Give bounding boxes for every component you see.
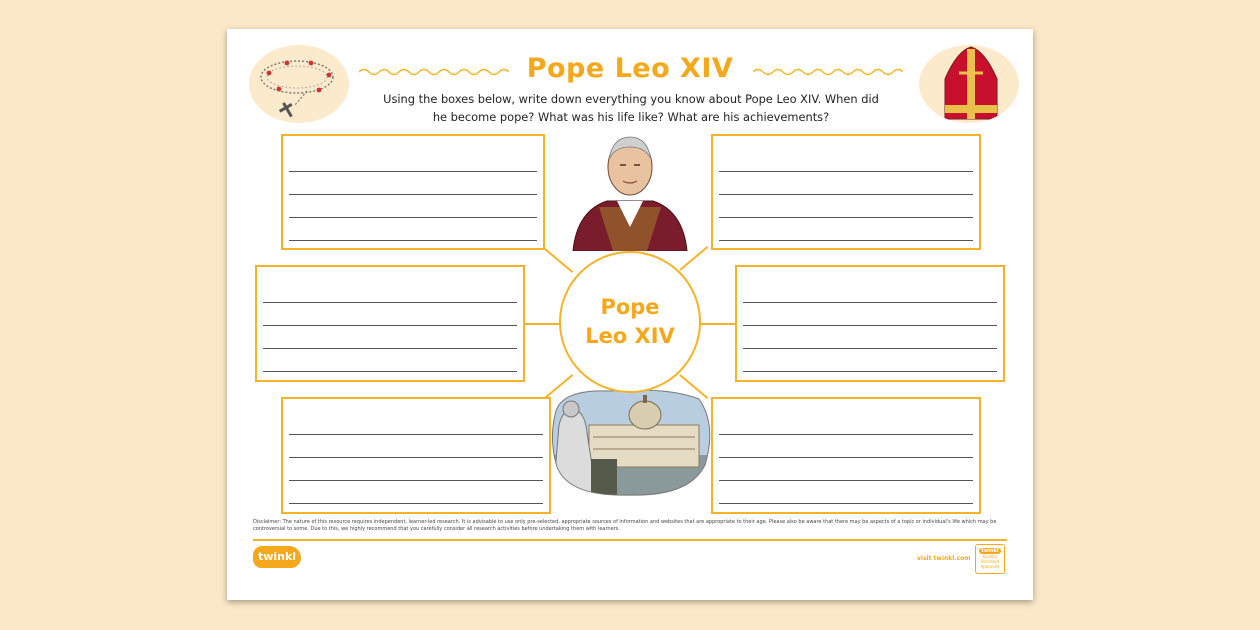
writing-line — [289, 458, 543, 481]
writing-line — [719, 481, 973, 504]
instructions-text: Using the boxes below, write down everything you know about Pope Leo XIV. When did he become pope? What was his life like? What are his achievements? — [383, 92, 879, 124]
connector-middle-left — [524, 323, 560, 325]
writing-line — [719, 218, 973, 241]
writing-line — [289, 218, 537, 241]
basilica-image — [549, 385, 713, 497]
worksheet — [227, 29, 1033, 600]
writing-line — [743, 326, 997, 349]
writing-line — [289, 149, 537, 172]
writing-line — [263, 326, 517, 349]
badge-subtitle: Quality Standard Approved — [980, 554, 1000, 569]
writing-line — [719, 172, 973, 195]
writing-line — [289, 481, 543, 504]
writing-line — [289, 172, 537, 195]
writing-box-bottom-right[interactable] — [711, 397, 981, 514]
writing-line — [289, 412, 543, 435]
writing-line — [289, 435, 543, 458]
writing-line — [719, 458, 973, 481]
writing-line — [719, 195, 973, 218]
writing-box-middle-right[interactable] — [735, 265, 1005, 382]
central-topic-label: Pope Leo XIV — [585, 295, 675, 348]
quality-badge — [975, 544, 1005, 574]
writing-box-middle-left[interactable] — [255, 265, 525, 382]
writing-line — [743, 303, 997, 326]
writing-line — [289, 195, 537, 218]
pope-portrait-image — [569, 131, 691, 251]
writing-line — [263, 349, 517, 372]
writing-line — [743, 349, 997, 372]
footer-divider — [253, 539, 1007, 541]
twinkl-logo[interactable]: twinkl — [253, 546, 301, 568]
connector-top-left — [544, 248, 573, 273]
writing-line — [263, 303, 517, 326]
writing-line — [719, 435, 973, 458]
central-topic-circle — [559, 251, 701, 393]
writing-line — [263, 280, 517, 303]
writing-line — [719, 412, 973, 435]
writing-box-bottom-left[interactable] — [281, 397, 551, 514]
page-title: Pope Leo XIV — [526, 53, 734, 84]
badge-title: twinkl — [979, 548, 1001, 554]
writing-box-top-right[interactable] — [711, 134, 981, 250]
writing-line — [743, 280, 997, 303]
writing-line — [719, 149, 973, 172]
connector-middle-right — [700, 323, 736, 325]
writing-box-top-left[interactable] — [281, 134, 545, 250]
disclaimer-text: Disclaimer: The nature of this resource requires independent, learner-led research. It is advisable to use only pre-selected, appropriate sources of information and websites that are appropriate to their age. Please also be aware that there may be aspects of a topic or individual's life which may be controversial to some. Due to this, we highly recommend that you carefully consider all research activities before undertaking them with learners. — [253, 519, 997, 532]
visit-link[interactable]: visit twinkl.com — [917, 555, 971, 562]
